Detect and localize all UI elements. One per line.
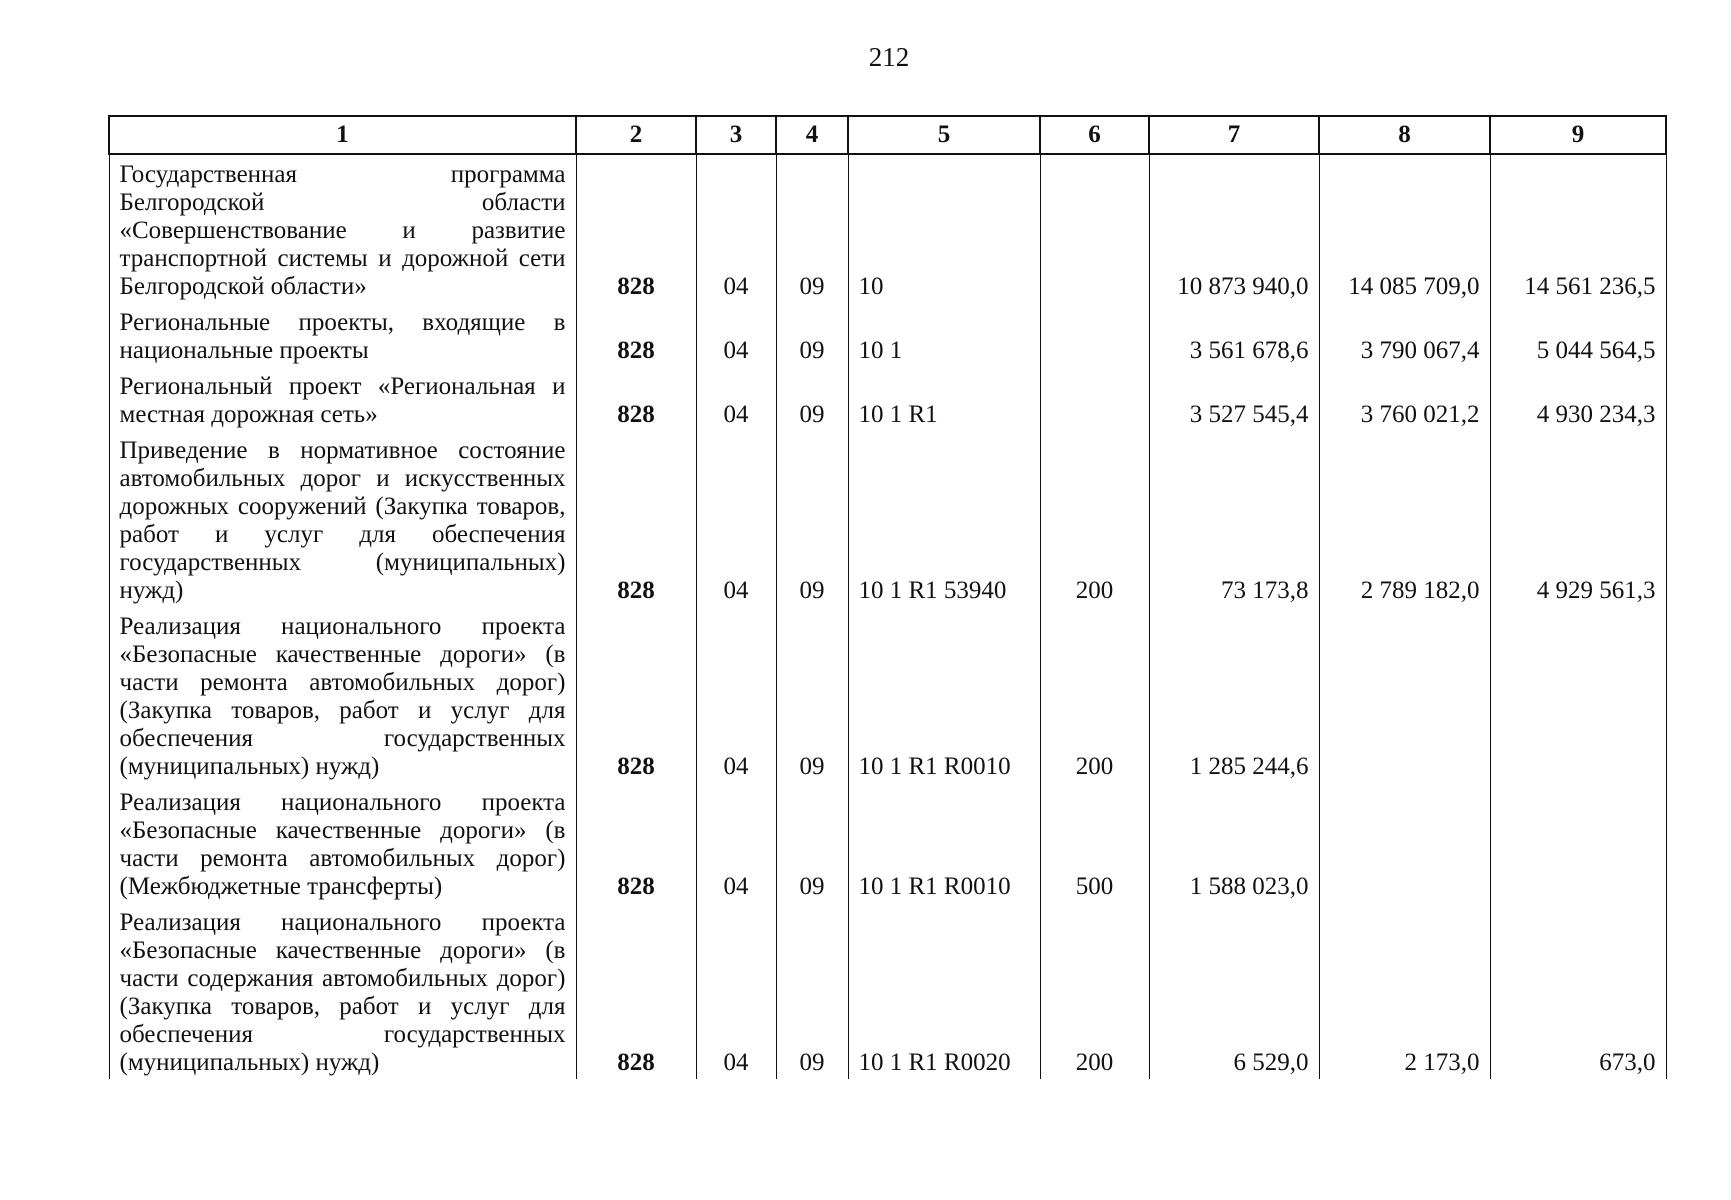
cell-col-7: 3 527 545,4 [1149, 369, 1319, 433]
cell-col-8: 3 790 067,4 [1319, 305, 1490, 369]
row-name: Приведение в нормативное состояние автомобильных дорог и искусственных дорожных сооружений (Закупка товаров, работ и услуг для обеспечения государственных (муниципальных) нужд) [109, 433, 576, 609]
cell-col-5: 10 [848, 154, 1040, 305]
cell-col-6 [1040, 305, 1149, 369]
table-row [109, 369, 1666, 433]
cell-col-9: 5 044 564,5 [1490, 305, 1666, 369]
cell-col-6: 200 [1040, 905, 1149, 1079]
table-row [109, 154, 1666, 305]
cell-col-2: 828 [576, 154, 696, 305]
cell-col-9 [1490, 785, 1666, 905]
cell-col-5: 10 1 R1 R0010 [848, 609, 1040, 785]
budget-table [108, 115, 1667, 1079]
cell-col-2: 828 [576, 369, 696, 433]
cell-col-3: 04 [696, 905, 776, 1079]
cell-col-2: 828 [576, 305, 696, 369]
cell-col-8 [1319, 609, 1490, 785]
header-col-1: 1 [109, 116, 576, 154]
cell-col-4: 09 [776, 905, 848, 1079]
cell-col-8: 14 085 709,0 [1319, 154, 1490, 305]
cell-col-4: 09 [776, 433, 848, 609]
cell-col-6: 200 [1040, 609, 1149, 785]
cell-col-5: 10 1 R1 53940 [848, 433, 1040, 609]
cell-col-5: 10 1 R1 [848, 369, 1040, 433]
cell-col-2: 828 [576, 905, 696, 1079]
cell-col-3: 04 [696, 785, 776, 905]
header-col-5: 5 [848, 116, 1040, 154]
row-name: Государственная программа Белгородской области «Совершенствование и развитие транспортной системы и дорожной сети Белгородской области» [109, 154, 576, 305]
cell-col-8: 2 173,0 [1319, 905, 1490, 1079]
cell-col-7: 1 285 244,6 [1149, 609, 1319, 785]
cell-col-8: 2 789 182,0 [1319, 433, 1490, 609]
cell-col-4: 09 [776, 785, 848, 905]
header-col-8: 8 [1319, 116, 1490, 154]
header-col-7: 7 [1149, 116, 1319, 154]
table-row [109, 305, 1666, 369]
table-body [109, 154, 1666, 1079]
table-row [109, 785, 1666, 905]
header-row [109, 116, 1666, 154]
cell-col-4: 09 [776, 369, 848, 433]
row-name: Региональные проекты, входящие в национальные проекты [109, 305, 576, 369]
row-name: Региональный проект «Региональная и местная дорожная сеть» [109, 369, 576, 433]
header-col-6: 6 [1040, 116, 1149, 154]
row-name: Реализация национального проекта «Безопасные качественные дороги» (в части содержания автомобильных дорог) (Закупка товаров, работ и услуг для обеспечения государственных (муниципальных) нужд) [109, 905, 576, 1079]
cell-col-7: 73 173,8 [1149, 433, 1319, 609]
cell-col-3: 04 [696, 369, 776, 433]
cell-col-9: 673,0 [1490, 905, 1666, 1079]
cell-col-6 [1040, 369, 1149, 433]
header-col-9: 9 [1490, 116, 1666, 154]
cell-col-6: 200 [1040, 433, 1149, 609]
cell-col-9: 4 930 234,3 [1490, 369, 1666, 433]
row-name: Реализация национального проекта «Безопасные качественные дороги» (в части ремонта автомобильных дорог) (Закупка товаров, работ и услуг для обеспечения государственных (муниципальных) нужд) [109, 609, 576, 785]
cell-col-4: 09 [776, 154, 848, 305]
table-row [109, 609, 1666, 785]
cell-col-7: 10 873 940,0 [1149, 154, 1319, 305]
row-name: Реализация национального проекта «Безопасные качественные дороги» (в части ремонта автомобильных дорог) (Межбюджетные трансферты) [109, 785, 576, 905]
cell-col-3: 04 [696, 154, 776, 305]
cell-col-8 [1319, 785, 1490, 905]
cell-col-4: 09 [776, 609, 848, 785]
cell-col-6 [1040, 154, 1149, 305]
cell-col-4: 09 [776, 305, 848, 369]
cell-col-3: 04 [696, 609, 776, 785]
cell-col-5: 10 1 [848, 305, 1040, 369]
table-row [109, 433, 1666, 609]
header-col-3: 3 [696, 116, 776, 154]
cell-col-2: 828 [576, 433, 696, 609]
cell-col-8: 3 760 021,2 [1319, 369, 1490, 433]
cell-col-7: 1 588 023,0 [1149, 785, 1319, 905]
cell-col-7: 3 561 678,6 [1149, 305, 1319, 369]
page-number: 212 [868, 42, 910, 72]
cell-col-3: 04 [696, 433, 776, 609]
cell-col-5: 10 1 R1 R0020 [848, 905, 1040, 1079]
header-col-2: 2 [576, 116, 696, 154]
cell-col-6: 500 [1040, 785, 1149, 905]
cell-col-7: 6 529,0 [1149, 905, 1319, 1079]
cell-col-2: 828 [576, 785, 696, 905]
cell-col-9 [1490, 609, 1666, 785]
cell-col-9: 4 929 561,3 [1490, 433, 1666, 609]
cell-col-2: 828 [576, 609, 696, 785]
table-row [109, 905, 1666, 1079]
table-header [109, 116, 1666, 154]
header-col-4: 4 [776, 116, 848, 154]
cell-col-3: 04 [696, 305, 776, 369]
cell-col-9: 14 561 236,5 [1490, 154, 1666, 305]
cell-col-5: 10 1 R1 R0010 [848, 785, 1040, 905]
